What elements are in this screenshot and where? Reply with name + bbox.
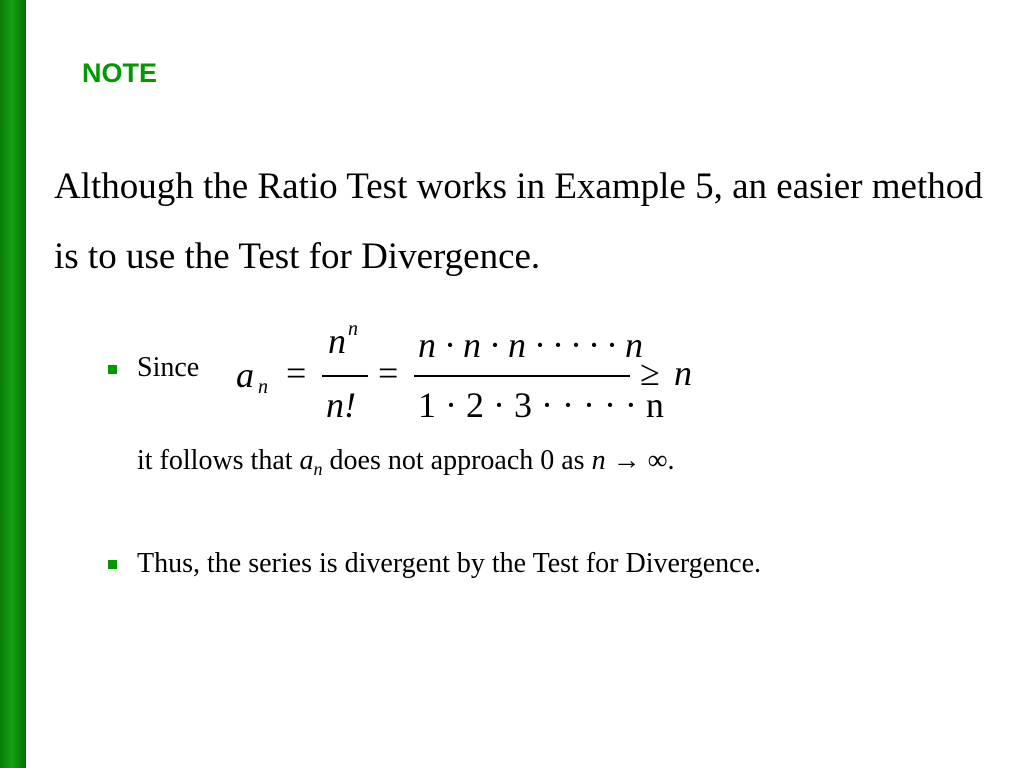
formula-frac2-line — [414, 375, 630, 377]
formula-an-ratio — [230, 320, 710, 430]
bullet-1-lead: Since — [137, 352, 200, 383]
bullet-square-icon — [108, 560, 117, 569]
formula-eq-1: = — [286, 353, 307, 393]
formula-frac2-num: n · n · n · · · · · n — [418, 325, 643, 365]
formula-eq-2: = — [378, 353, 399, 393]
formula-frac2-den: 1 · 2 · 3 · · · · · n — [418, 385, 664, 425]
intro-paragraph: Although the Ratio Test works in Example 5, an easier method is to use the Test for Divergence. — [54, 166, 983, 277]
formula-lhs-sub: n — [258, 376, 268, 398]
formula-geq: ≥ — [640, 353, 660, 393]
bullet-2-text: Thus, the series is divergent by the Test for Divergence. — [137, 548, 761, 579]
left-accent-bar — [0, 0, 26, 768]
formula-frac1-line — [322, 375, 368, 377]
follows-suffix: → ∞. — [605, 445, 675, 476]
follows-sub: n — [313, 459, 323, 479]
formula-frac1-num: n — [328, 321, 346, 361]
formula-frac1-num-sup: n — [348, 318, 358, 340]
bullet-1-conclusion — [137, 445, 675, 477]
formula-frac1-den: n! — [326, 385, 356, 425]
slide-heading: NOTE — [82, 58, 158, 88]
formula-lhs-var: a — [236, 355, 254, 395]
follows-mid: does not approach 0 as — [322, 445, 592, 476]
follows-var: a — [299, 445, 314, 476]
follows-var-2: n — [591, 445, 606, 476]
follows-prefix: it follows that — [137, 445, 300, 476]
bullet-square-icon — [108, 365, 117, 374]
formula-rhs: n — [674, 353, 692, 393]
